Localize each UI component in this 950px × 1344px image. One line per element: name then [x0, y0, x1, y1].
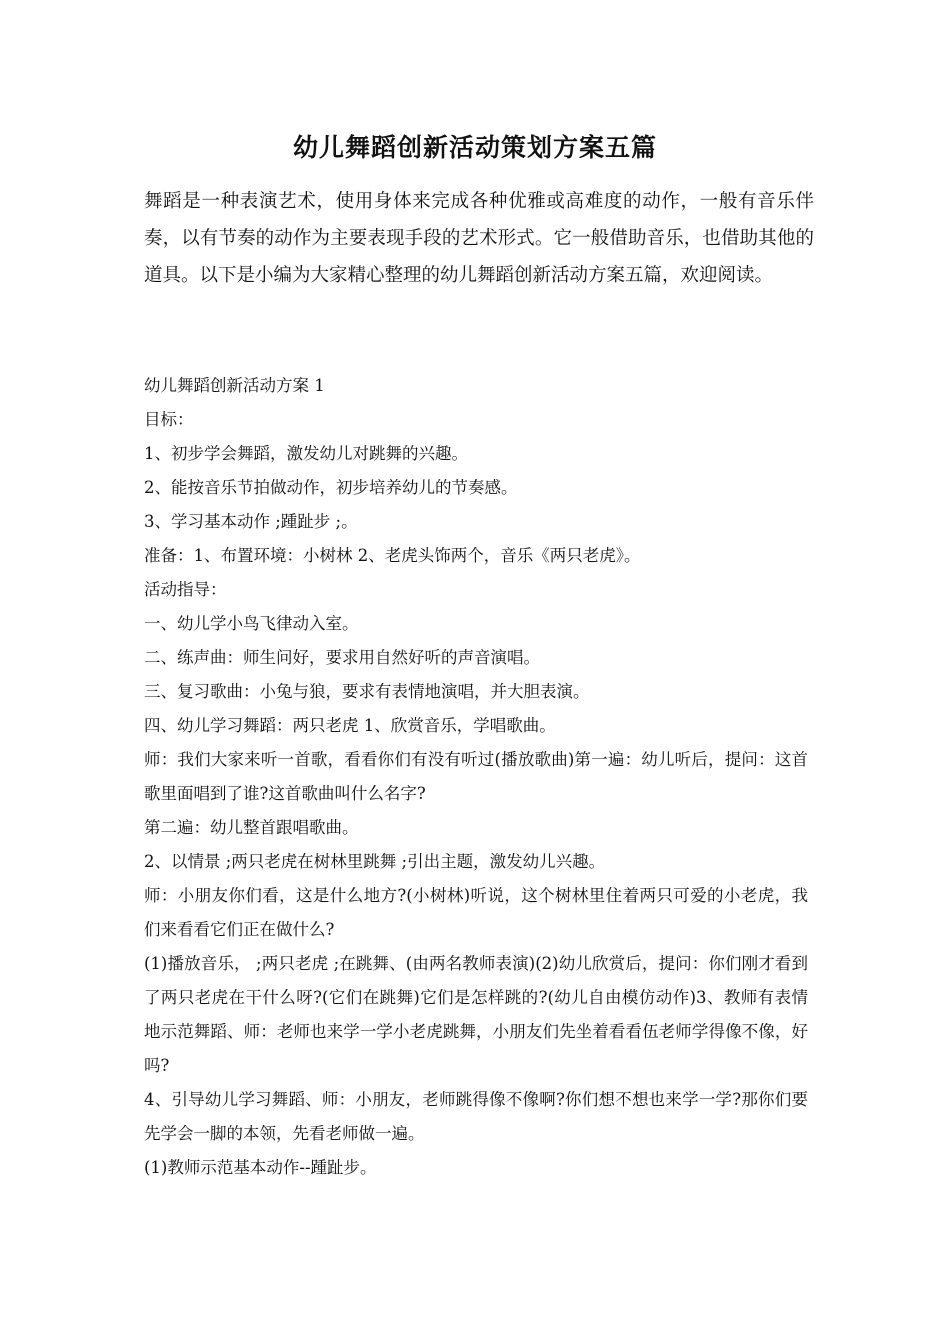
- body-paragraph: 师：我们大家来听一首歌，看看你们有没有听过(播放歌曲)第一遍：幼儿听后，提问：这首歌里面唱到了谁?这首歌曲叫什么名字?: [144, 750, 808, 803]
- body-paragraph: 4、引导幼儿学习舞蹈、师：小朋友，老师跳得像不像啊?你们想不想也来学一学?那你们要先学会一脚的本领，先看老师做一遍。: [144, 1090, 808, 1143]
- body-line: 2、以情景 ;两只老虎在树林里跳舞 ;引出主题，激发幼儿兴趣。: [144, 852, 606, 871]
- intro-paragraph: 舞蹈是一种表演艺术，使用身体来完成各种优雅或高难度的动作，一般有音乐伴奏，以有节奏的动作为主要表现手段的艺术形式。它一般借助音乐，也借助其他的道具。以下是小编为大家精心整理的幼儿舞蹈创新活动方案五篇，欢迎阅读。: [144, 191, 814, 286]
- section-heading: 幼儿舞蹈创新活动方案 1: [144, 376, 325, 395]
- body-line: 3、学习基本动作 ;踵趾步 ;。: [144, 512, 358, 531]
- body-paragraph: 师：小朋友你们看，这是什么地方?(小树林)听说，这个树林里住着两只可爱的小老虎，我们来看看它们正在做什么?: [144, 886, 808, 939]
- body-line: (1)教师示范基本动作--踵趾步。: [144, 1158, 377, 1177]
- body-line: 四、幼儿学习舞蹈：两只老虎 1、欣赏音乐，学唱歌曲。: [144, 716, 556, 735]
- body-line: 第二遍：幼儿整首跟唱歌曲。: [144, 818, 359, 837]
- document-body: [144, 369, 814, 1185]
- body-line: 一、幼儿学小鸟飞律动入室。: [144, 614, 359, 633]
- body-line: 准备：1、布置环境：小树林 2、老虎头饰两个，音乐《两只老虎》。: [144, 546, 641, 565]
- body-line: 1、初步学会舞蹈，激发幼儿对跳舞的兴趣。: [144, 444, 468, 463]
- body-line: 活动指导：: [144, 580, 227, 599]
- body-line: 目标：: [144, 410, 194, 429]
- document-title: 幼儿舞蹈创新活动策划方案五篇: [292, 133, 657, 162]
- body-line: 二、练声曲：师生问好，要求用自然好听的声音演唱。: [144, 648, 540, 667]
- body-line: 三、复习歌曲：小兔与狼，要求有表情地演唱，并大胆表演。: [144, 682, 590, 701]
- body-line: 2、能按音乐节拍做动作，初步培养幼儿的节奏感。: [144, 478, 518, 497]
- body-paragraph: (1)播放音乐， ;两只老虎 ;在跳舞、(由两名教师表演)(2)幼儿欣赏后，提问：你们刚才看到了两只老虎在干什么呀?(它们在跳舞)它们是怎样跳的?(幼儿自由模仿动作)3、教师有表情地示范舞蹈、师：老师也来学一学小老虎跳舞，小朋友们先坐着看看伍老师学得像不像，好吗?: [144, 954, 808, 1075]
